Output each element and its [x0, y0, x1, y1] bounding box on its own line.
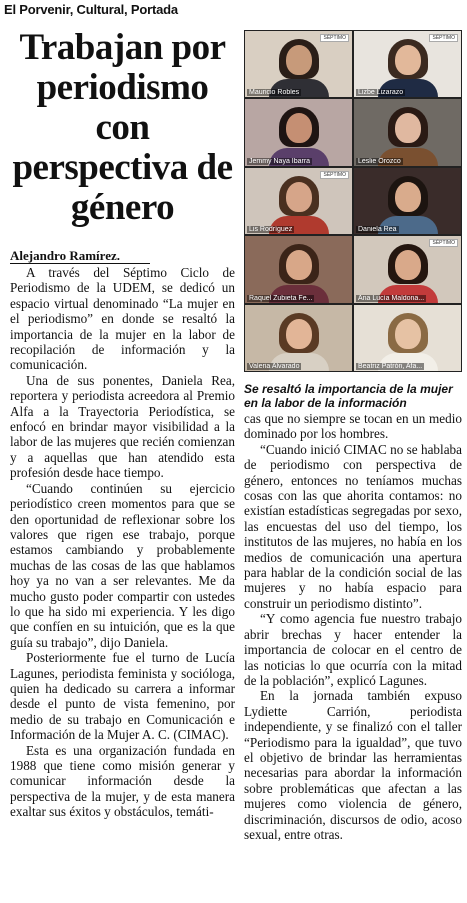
paragraph: cas que no siempre se tocan en un medio dominado por los hombres.: [244, 411, 462, 442]
event-logo: SÉPTIMO: [320, 34, 349, 42]
participant-name: Mauricio Robles: [249, 89, 300, 97]
event-logo: SÉPTIMO: [429, 239, 458, 247]
participant-tile: [354, 168, 461, 234]
participant-tile: [354, 31, 461, 97]
participant-name: Lizbe Lizarazo: [358, 89, 404, 97]
photo-caption: Se resaltó la importancia de la mujer en la labor de la información: [244, 382, 453, 410]
video-call-photo: [244, 30, 462, 372]
right-column: [244, 30, 462, 842]
participant-face: [395, 250, 421, 280]
event-logo: SÉPTIMO: [320, 171, 349, 179]
participant-tile: [354, 99, 461, 165]
left-column: [10, 28, 235, 820]
participant-tile: [245, 168, 352, 234]
participant-tile: [245, 236, 352, 302]
participant-face: [286, 45, 312, 75]
paragraph: A través del Séptimo Ciclo de Periodismo de la UDEM, se dedicó un espacio virtual denominado “La mujer en el periodismo” en donde se resaltó la importancia de la mujer en la labor de recopilación de información y la comunicación.: [10, 265, 235, 373]
participant-face: [395, 45, 421, 75]
event-logo: SÉPTIMO: [429, 34, 458, 42]
left-body-text: [10, 265, 235, 820]
participant-face: [395, 113, 421, 143]
participant-tile: [245, 305, 352, 371]
section-header: El Porvenir, Cultural, Portada: [4, 2, 178, 17]
participant-face: [395, 319, 421, 349]
paragraph: “Y como agencia fue nuestro trabajo abrir brechas y hacer entender la importancia de colocar en el centro de las noticias lo que ocurría con la mitad de la población”, explicó Lagunes.: [244, 611, 462, 688]
paragraph: Esta es una organización fundada en 1988 que tiene como misión generar y comunicar información desde la perspectiva de la mujer, y de esta manera exaltar sus éxitos y obstáculos, temáti-: [10, 742, 235, 820]
right-body-text: [244, 411, 462, 842]
participant-name: Daniela Rea: [358, 226, 397, 234]
byline: Alejandro Ramírez.: [10, 248, 150, 264]
participant-face: [286, 182, 312, 212]
paragraph: Una de sus ponentes, Daniela Rea, reportera y periodista acreedora al Premio Alfa a la Trayectoria Periodística, se enfocó en brindar mayor visibilidad a la labor de las mujeres que recién comienzan y a aquellas que han atendido esta profesión desde hace tiempo.: [10, 372, 235, 481]
participant-name: Beatriz Patrón, Afa...: [358, 363, 423, 370]
participant-tile: [245, 31, 352, 97]
participant-name: Ana Lucía Maldona...: [358, 294, 425, 302]
participant-name: Lis Rodríguez: [249, 226, 293, 234]
paragraph: “Cuando continúen su ejercicio periodístico creen momentos para que se den oportunidad de reflexionar sobre los valores que rigen ese trabajo, porque estamos cambiando y probablemente muchas de las cosas de las que hablamos hoy ya no van a ser relevantes. Me da mucho gusto poder compartir con ustedes lo que ha sido mi experiencia. Y les digo que confíen en su intuición, que es la que guía su trabajo”, dijo Daniela.: [10, 480, 235, 650]
participant-tile: [354, 236, 461, 302]
paragraph: “Cuando inició CIMAC no se hablaba de periodismo con perspectiva de género, entonces no teníamos muchas cosas con las que ahorita contamos: no existían estadísticas segregadas por sexo, las encuestas del uso del tiempo, los institutos de las mujeres, no había en los medios de comunicación una apertura para hablar de la condición social de las mujeres y no había espacio para construir un periodismo distinto”.: [244, 441, 462, 611]
participant-face: [286, 113, 312, 143]
participant-face: [286, 319, 312, 349]
participant-name: Valeria Alvarado: [249, 363, 300, 370]
article-headline: Trabajan por periodismo con perspectiva de género: [12, 27, 233, 228]
participant-name: Leslie Orozco: [358, 157, 401, 165]
participant-name: Jemmy Naya Ibarra: [249, 157, 311, 165]
paragraph: En la jornada también expuso Lydiette Carrión, periodista independiente, y se finalizó con el taller “Periodismo para la igualdad”, que tuvo el objetivo de brindar las herramientas necesarias para abordar la información sobre problemáticas que afectan a las mujeres como violencia de género, discriminación, discursos de odio, acoso sexual, entre otras.: [244, 688, 462, 842]
participant-name: Raquel Zubieta Fe...: [249, 294, 313, 302]
participant-face: [395, 182, 421, 212]
participant-face: [286, 250, 312, 280]
participant-tile: [245, 99, 352, 165]
paragraph: Posteriormente fue el turno de Lucía Lagunes, periodista feminista y socióloga, quien ha dedicado su carrera a informar desde el punto de vista femenino, por medio de su trabajo en Comunicación e Información de la Mujer A. C. (CIMAC).: [10, 650, 235, 743]
participant-tile: [354, 305, 461, 371]
